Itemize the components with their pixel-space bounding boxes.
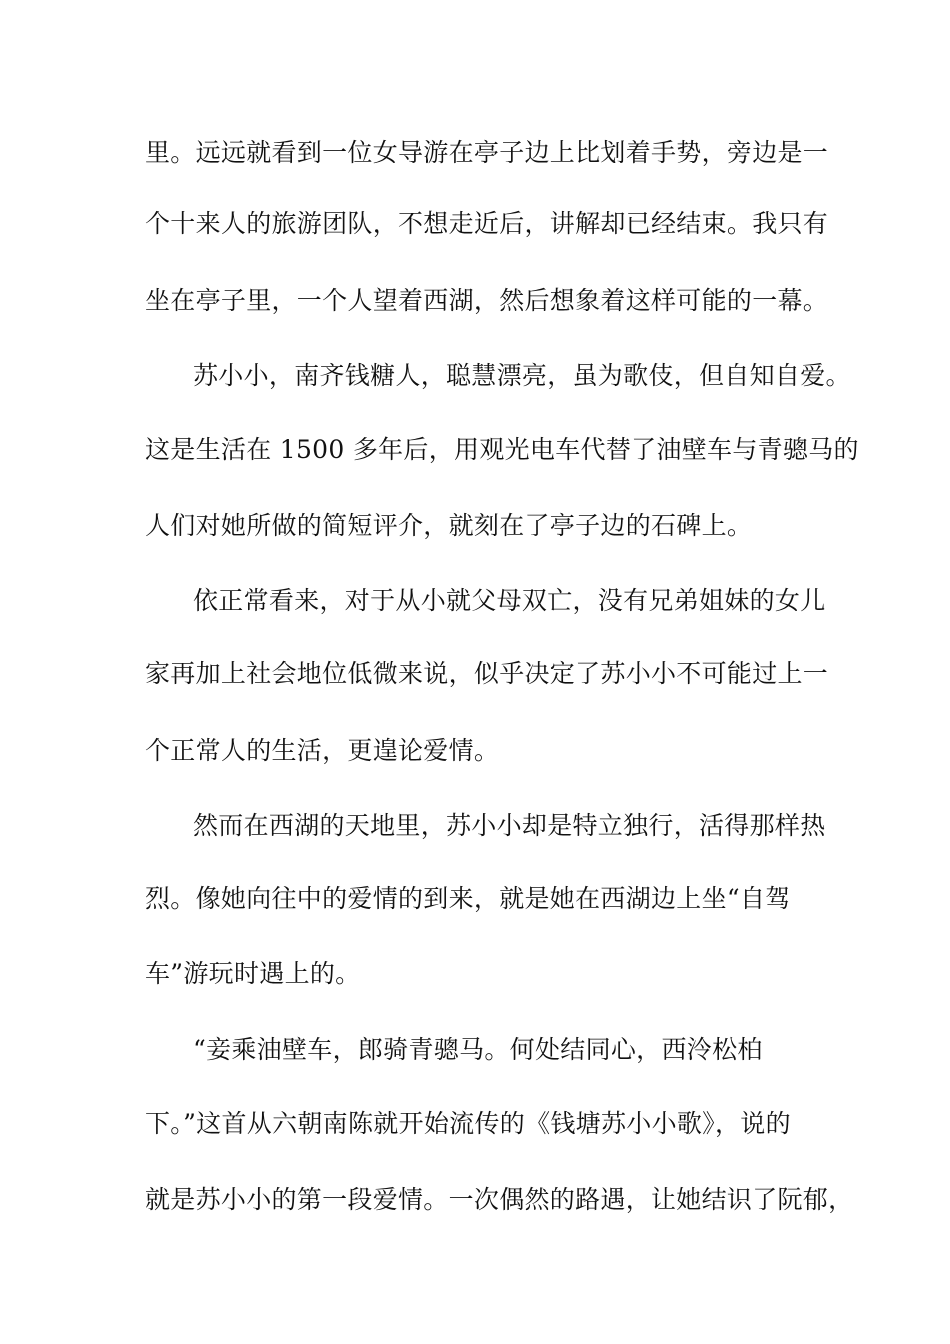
text-line: 坐在亭子里，一个人望着西湖，然后想象着这样可能的一幕。 bbox=[145, 286, 829, 315]
text-line: 就是苏小小的第一段爱情。一次偶然的路遇，让她结识了阮郁， bbox=[145, 1185, 854, 1214]
text-line: 烈。像她向往中的爱情的到来，就是她在西湖边上坐“自驾 bbox=[145, 884, 791, 913]
text-line: 车”游玩时遇上的。 bbox=[145, 959, 361, 988]
text-line: 这是生活在 1500 多年后，用观光电车代替了油壁车与青骢马的 bbox=[145, 435, 859, 464]
paragraph-first-line: 依正常看来，对于从小就父母双亡，没有兄弟姐妹的女儿 bbox=[193, 586, 826, 615]
text-line: 里。远远就看到一位女导游在亭子边上比划着手势，旁边是一 bbox=[145, 138, 829, 167]
paragraph-first-line: “妾乘油壁车，郎骑青骢马。何处结同心，西泠松柏 bbox=[193, 1035, 763, 1064]
text-line: 个十来人的旅游团队，不想走近后，讲解却已经结束。我只有 bbox=[145, 209, 829, 238]
paragraph-first-line: 苏小小，南齐钱糖人，聪慧漂亮，虽为歌伎，但自知自爱。 bbox=[193, 361, 851, 390]
text-line: 个正常人的生活，更遑论爱情。 bbox=[145, 736, 500, 765]
text-line: 下。”这首从六朝南陈就开始流传的《钱塘苏小小歌》，说的 bbox=[145, 1109, 791, 1138]
text-line: 人们对她所做的简短评介，就刻在了亭子边的石碑上。 bbox=[145, 511, 753, 540]
paragraph-first-line: 然而在西湖的天地里，苏小小却是特立独行，活得那样热 bbox=[193, 811, 826, 840]
text-line: 家再加上社会地位低微来说，似乎决定了苏小小不可能过上一 bbox=[145, 659, 829, 688]
